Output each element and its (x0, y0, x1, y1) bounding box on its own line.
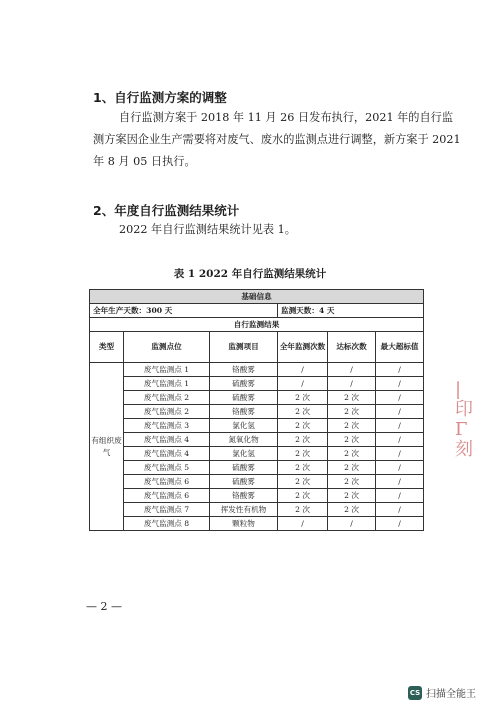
max-exceed-cell: / (376, 447, 424, 461)
type-cell: 有组织废气 (90, 363, 124, 531)
max-exceed-cell: / (376, 503, 424, 517)
annual-count-cell: 2 次 (278, 391, 328, 405)
monitoring-item-cell: 氮氧化物 (210, 433, 278, 447)
max-exceed-cell: / (376, 419, 424, 433)
section-1-paragraph: 自行监测方案于 2018 年 11 月 26 日发布执行，2021 年的自行监测方案因企业生产需要将对废气、废水的监测点进行调整，新方案于 2021 年 8 月 05 日执行。 (93, 111, 461, 168)
max-exceed-cell: / (376, 461, 424, 475)
annual-count-cell: 2 次 (278, 489, 328, 503)
monitoring-point-cell: 废气监测点 1 (124, 377, 210, 391)
monitoring-item-cell: 铬酸雾 (210, 405, 278, 419)
pass-count-cell: 2 次 (328, 391, 376, 405)
table-row (90, 363, 424, 377)
page-number: — 2 — (86, 600, 122, 613)
pass-count-cell: 2 次 (328, 447, 376, 461)
annual-count-cell: 2 次 (278, 461, 328, 475)
monitoring-point-cell: 废气监测点 6 (124, 489, 210, 503)
monitoring-item-cell: 硫酸雾 (210, 475, 278, 489)
table-row (90, 489, 424, 503)
header-max: 最大超标值 (376, 332, 424, 363)
scanner-label: 扫描全能王 (426, 689, 476, 700)
annual-count-cell: 2 次 (278, 433, 328, 447)
monitoring-item-cell: 硫酸雾 (210, 461, 278, 475)
monitoring-point-cell: 废气监测点 7 (124, 503, 210, 517)
monitoring-item-cell: 铬酸雾 (210, 363, 278, 377)
pass-count-cell: 2 次 (328, 405, 376, 419)
table-row (90, 447, 424, 461)
monitoring-point-cell: 废气监测点 1 (124, 363, 210, 377)
monitoring-point-cell: 废气监测点 4 (124, 447, 210, 461)
max-exceed-cell: / (376, 405, 424, 419)
max-exceed-cell: / (376, 363, 424, 377)
monitoring-point-cell: 废气监测点 2 (124, 391, 210, 405)
pass-count-cell: / (328, 363, 376, 377)
table-row (90, 461, 424, 475)
production-days: 全年生产天数：300 天 (90, 304, 278, 318)
pass-count-cell: 2 次 (328, 503, 376, 517)
table-row (90, 475, 424, 489)
section-2-paragraph: 2022 年自行监测结果统计见表 1。 (119, 223, 296, 236)
max-exceed-cell: / (376, 391, 424, 405)
monitoring-point-cell: 废气监测点 5 (124, 461, 210, 475)
monitoring-days: 监测天数：4 天 (278, 304, 424, 318)
annual-count-cell: / (278, 377, 328, 391)
header-item: 监测项目 (210, 332, 278, 363)
pass-count-cell: 2 次 (328, 419, 376, 433)
pass-count-cell: 2 次 (328, 461, 376, 475)
header-pass: 达标次数 (328, 332, 376, 363)
monitoring-point-cell: 废气监测点 3 (124, 419, 210, 433)
header-type: 类型 (90, 332, 124, 363)
annual-count-cell: 2 次 (278, 405, 328, 419)
annual-count-cell: / (278, 517, 328, 531)
max-exceed-cell: / (376, 433, 424, 447)
header-count: 全年监测次数 (278, 332, 328, 363)
annual-count-cell: 2 次 (278, 447, 328, 461)
table-row (90, 419, 424, 433)
monitoring-item-cell: 挥发性有机物 (210, 503, 278, 517)
pass-count-cell: 2 次 (328, 433, 376, 447)
pass-count-cell: / (328, 517, 376, 531)
camscanner-logo-icon: CS (408, 686, 422, 700)
annual-count-cell: / (278, 363, 328, 377)
table-row (90, 391, 424, 405)
monitoring-point-cell: 废气监测点 6 (124, 475, 210, 489)
monitoring-point-cell: 废气监测点 8 (124, 517, 210, 531)
pass-count-cell: 2 次 (328, 489, 376, 503)
monitoring-point-cell: 废气监测点 4 (124, 433, 210, 447)
monitoring-item-cell: 硫酸雾 (210, 377, 278, 391)
max-exceed-cell: / (376, 475, 424, 489)
monitoring-item-cell: 硫酸雾 (210, 391, 278, 405)
header-point: 监测点位 (124, 332, 210, 363)
table-header-row (90, 332, 424, 363)
monitoring-point-cell: 废气监测点 2 (124, 405, 210, 419)
annual-count-cell: 2 次 (278, 419, 328, 433)
basic-info-title: 基础信息 (90, 290, 424, 304)
table-caption: 表 1 2022 年自行监测结果统计 (173, 268, 327, 280)
table-row (90, 517, 424, 531)
pass-count-cell: 2 次 (328, 475, 376, 489)
table-row (90, 405, 424, 419)
monitoring-results-table (89, 289, 424, 531)
red-seal-stamp: | 印 Γ 刻 (455, 379, 473, 460)
table-row (90, 503, 424, 517)
section-1-heading: 1、自行监测方案的调整 (93, 90, 227, 105)
max-exceed-cell: / (376, 489, 424, 503)
monitoring-item-cell: 氯化氢 (210, 419, 278, 433)
max-exceed-cell: / (376, 377, 424, 391)
results-title: 自行监测结果 (90, 318, 424, 332)
section-2-heading: 2、年度自行监测结果统计 (93, 203, 240, 218)
scanner-badge (408, 685, 476, 700)
table-row (90, 433, 424, 447)
table-row (90, 377, 424, 391)
annual-count-cell: 2 次 (278, 503, 328, 517)
monitoring-item-cell: 铬酸雾 (210, 489, 278, 503)
max-exceed-cell: / (376, 517, 424, 531)
pass-count-cell: / (328, 377, 376, 391)
monitoring-item-cell: 氯化氢 (210, 447, 278, 461)
monitoring-item-cell: 颗粒物 (210, 517, 278, 531)
annual-count-cell: 2 次 (278, 475, 328, 489)
